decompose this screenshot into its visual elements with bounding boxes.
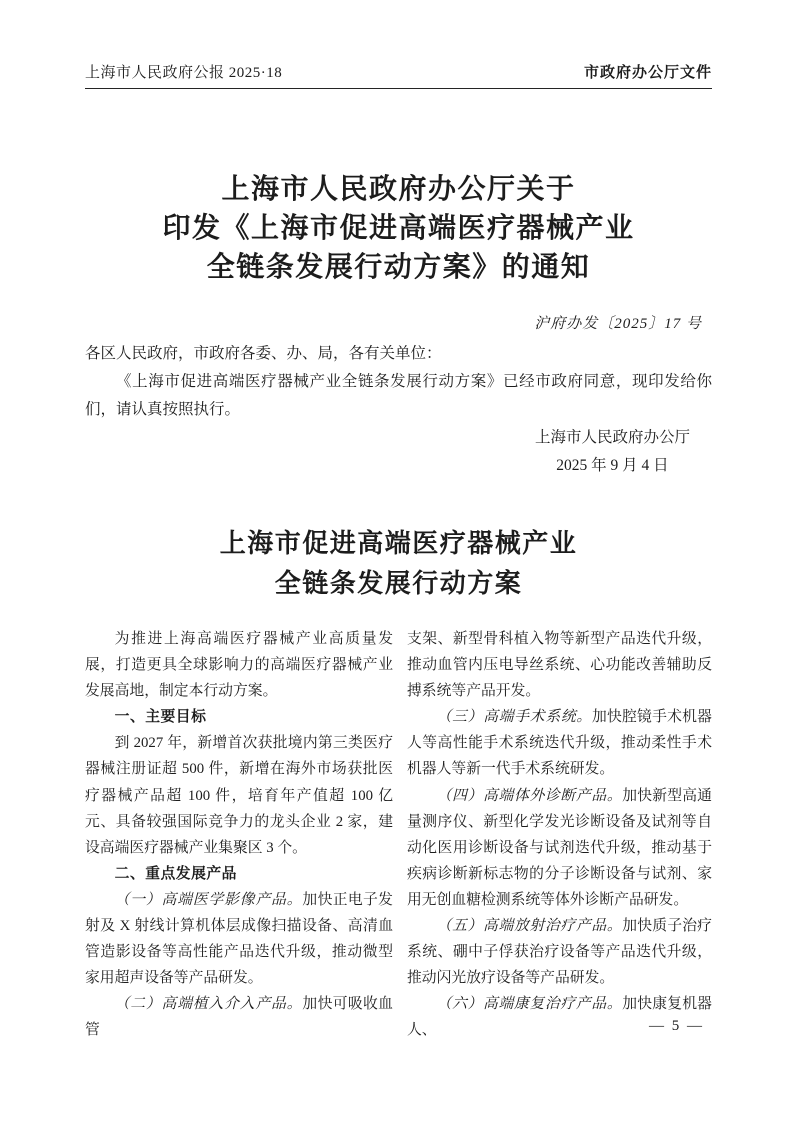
section-heading: 二、重点发展产品 [114, 865, 237, 882]
gazette-title: 上海市人民政府公报 2025·18 [85, 65, 283, 81]
title-line: 上海市促进高端医疗器械产业 [219, 529, 578, 558]
notice-title [85, 170, 712, 287]
page-number: — 5 — [649, 1018, 704, 1034]
body-paragraph: （三）高端手术系统。加快腔镜手术机器人等高性能手术系统迭代升级，推动柔性手术机器人等新一代手术系统研发。 [407, 709, 712, 778]
signature-wrap [85, 424, 712, 480]
body-paragraph: 为推进上海高端医疗器械产业高质量发展，打造更具全球影响力的高端医疗器械产业发展高地，制定本行动方案。 [85, 631, 393, 700]
item-lead: （一）高端医学影像产品。 [114, 891, 303, 908]
item-lead: （四）高端体外诊断产品。 [436, 787, 623, 804]
item-lead: （三）高端手术系统。 [436, 709, 592, 726]
section-heading: 一、主要目标 [114, 709, 207, 726]
body-paragraph: （一）高端医学影像产品。加快正电子发射及 X 射线计算机体层成像扫描设备、高清血管造影设备等高性能产品迭代升级，推动微型家用超声设备等产品研发。 [85, 891, 393, 987]
title-line: 上海市人民政府办公厅关于 [221, 174, 576, 205]
body-paragraph: （六）高端康复治疗产品。加快康复机器人、 [407, 996, 712, 1039]
item-lead: （六）高端康复治疗产品。 [436, 996, 623, 1013]
item-lead: （五）高端放射治疗产品。 [436, 918, 623, 935]
sign-date: 2025 年 9 月 4 日 [556, 457, 669, 474]
column-right [407, 626, 712, 1044]
signature-block [535, 424, 690, 480]
body-paragraph: （二）高端植入介入产品。加快可吸收血管 [85, 996, 393, 1039]
title-line: 全链条发展行动方案 [274, 569, 523, 598]
notice-body-paragraph: 《上海市促进高端医疗器械产业全链条发展行动方案》已经市政府同意，现印发给你们，请认真按照执行。 [85, 373, 712, 418]
title-line: 印发《上海市促进高端医疗器械产业 [162, 213, 635, 244]
header-rule [85, 88, 712, 89]
title-line: 全链条发展行动方案》的通知 [206, 252, 591, 283]
plan-title [85, 524, 712, 604]
salutation: 各区人民政府，市政府各委、办、局，各有关单位： [85, 345, 442, 362]
doc-type-label: 市政府办公厅文件 [583, 65, 712, 81]
doc-number: 沪府办发〔2025〕17 号 [534, 316, 702, 332]
body-paragraph: （四）高端体外诊断产品。加快新型高通量测序仪、新型化学发光诊断设备及试剂等自动化医用诊断设备与试剂迭代升级，推动基于疾病诊断新标志物的分子诊断设备与试剂、家用无创血糖检测系统等体外诊断产品研发。 [407, 787, 712, 908]
item-lead: （二）高端植入介入产品。 [114, 996, 303, 1013]
body-paragraph: 到 2027 年，新增首次获批境内第三类医疗器械注册证超 500 件，新增在海外市场获批医疗器械产品超 100 件，培育年产值超 100 亿元、具备较强国际竞争力的龙头企业 2 家，建设高端医疗器械产业集聚区 3 个。 [85, 735, 393, 856]
body-paragraph: 支架、新型骨科植入物等新型产品迭代升级，推动血管内压电导丝系统、心功能改善辅助反搏系统等产品开发。 [407, 631, 712, 700]
notice-text [85, 340, 712, 480]
column-left [85, 626, 393, 1044]
plan-body-columns [85, 626, 712, 1044]
page-header [85, 61, 712, 82]
body-paragraph: （五）高端放射治疗产品。加快质子治疗系统、硼中子俘获治疗设备等产品迭代升级，推动闪光放疗设备等产品研发。 [407, 918, 712, 987]
signer-name: 上海市人民政府办公厅 [534, 429, 690, 446]
